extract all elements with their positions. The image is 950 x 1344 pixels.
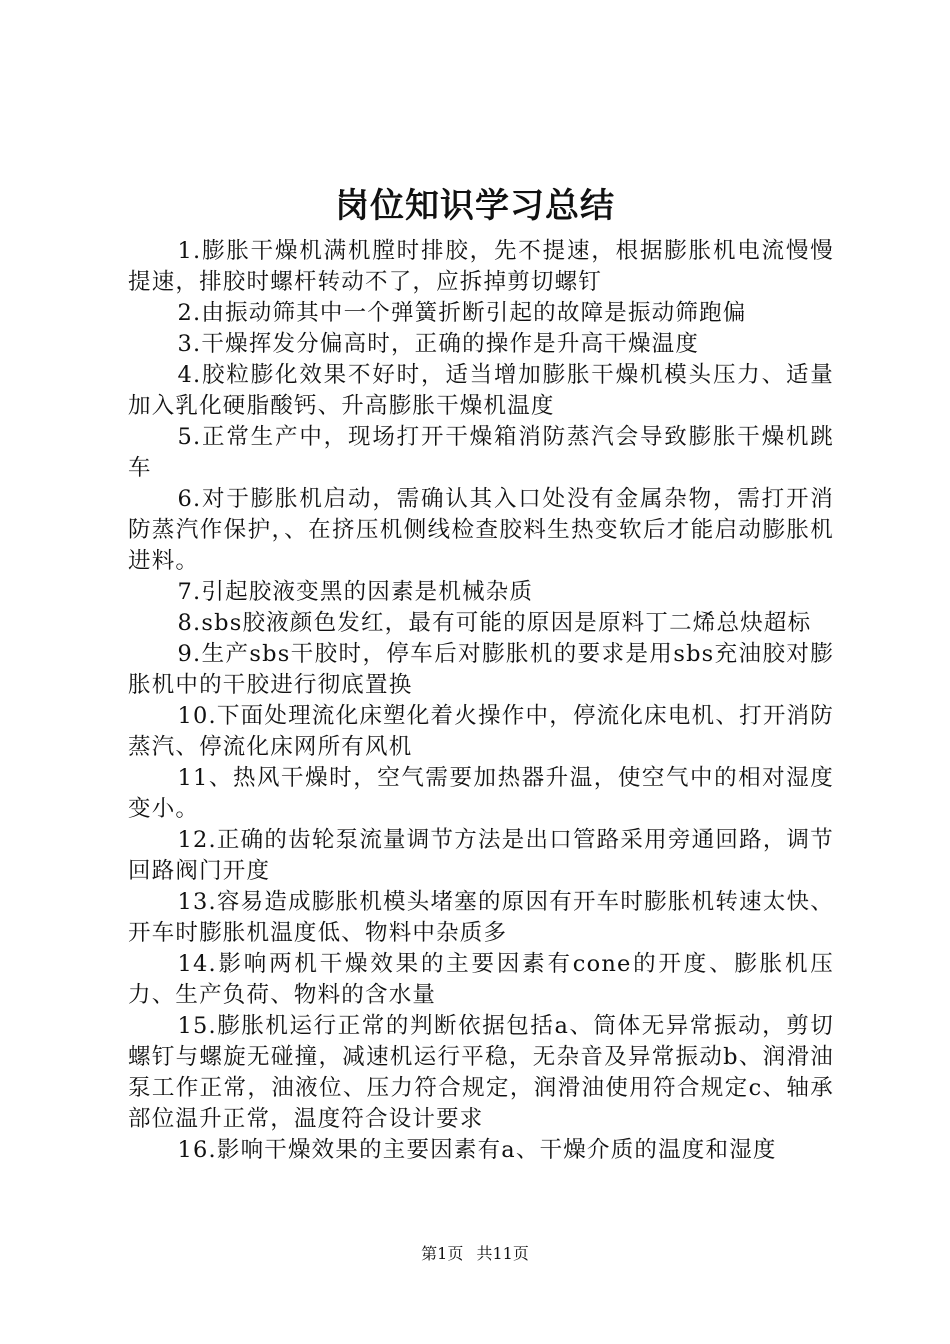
page-footer <box>0 1242 950 1266</box>
paragraph-6: 6.对于膨胀机启动，需确认其入口处没有金属杂物，需打开消防蒸汽作保护，、在挤压机侧线检查胶料生热变软后才能启动膨胀机进料。 <box>128 486 834 574</box>
paragraph-15: 15.膨胀机运行正常的判断依据包括a、筒体无异常振动，剪切螺钉与螺旋无碰撞，减速机运行平稳，无杂音及异常振动b、润滑油泵工作正常，油液位、压力符合规定，润滑油使用符合规定c、轴承部位温升正常，温度符合设计要求 <box>128 1013 834 1132</box>
paragraph-9: 9.生产sbs干胶时，停车后对膨胀机的要求是用sbs充油胶对膨胀机中的干胶进行彻底置换 <box>128 641 834 698</box>
page-total: 共11页 <box>476 1244 529 1263</box>
document-body <box>128 236 834 1166</box>
paragraph-12: 12.正确的齿轮泵流量调节方法是出口管路采用旁通回路，调节回路阀门开度 <box>128 827 834 884</box>
paragraph-10: 10.下面处理流化床塑化着火操作中，停流化床电机、打开消防蒸汽、停流化床网所有风机 <box>128 703 834 760</box>
paragraph-14: 14.影响两机干燥效果的主要因素有cone的开度、膨胀机压力、生产负荷、物料的含水量 <box>128 951 834 1008</box>
paragraph-4: 4.胶粒膨化效果不好时，适当增加膨胀干燥机模头压力、适量加入乳化硬脂酸钙、升高膨胀干燥机温度 <box>128 362 834 419</box>
paragraph-16: 16.影响干燥效果的主要因素有a、干燥介质的温度和湿度 <box>177 1137 777 1163</box>
paragraph-7: 7.引起胶液变黑的因素是机械杂质 <box>177 579 534 605</box>
paragraph-1: 1.膨胀干燥机满机膛时排胶，先不提速，根据膨胀机电流慢慢提速，排胶时螺杆转动不了，应拆掉剪切螺钉 <box>128 238 834 295</box>
paragraph-5: 5.正常生产中，现场打开干燥箱消防蒸汽会导致膨胀干燥机跳车 <box>128 424 834 481</box>
paragraph-8: 8.sbs胶液颜色发红，最有可能的原因是原料丁二烯总炔超标 <box>177 610 812 636</box>
page-number: 第1页 <box>421 1244 464 1263</box>
paragraph-11: 11、热风干燥时，空气需要加热器升温，使空气中的相对湿度变小。 <box>128 765 834 822</box>
paragraph-2: 2.由振动筛其中一个弹簧折断引起的故障是振动筛跑偏 <box>177 300 747 326</box>
paragraph-13: 13.容易造成膨胀机模头堵塞的原因有开车时膨胀机转速太快、开车时膨胀机温度低、物料中杂质多 <box>128 889 834 946</box>
document-title: 岗位知识学习总结 <box>335 186 615 226</box>
paragraph-3: 3.干燥挥发分偏高时，正确的操作是升高干燥温度 <box>177 331 700 357</box>
